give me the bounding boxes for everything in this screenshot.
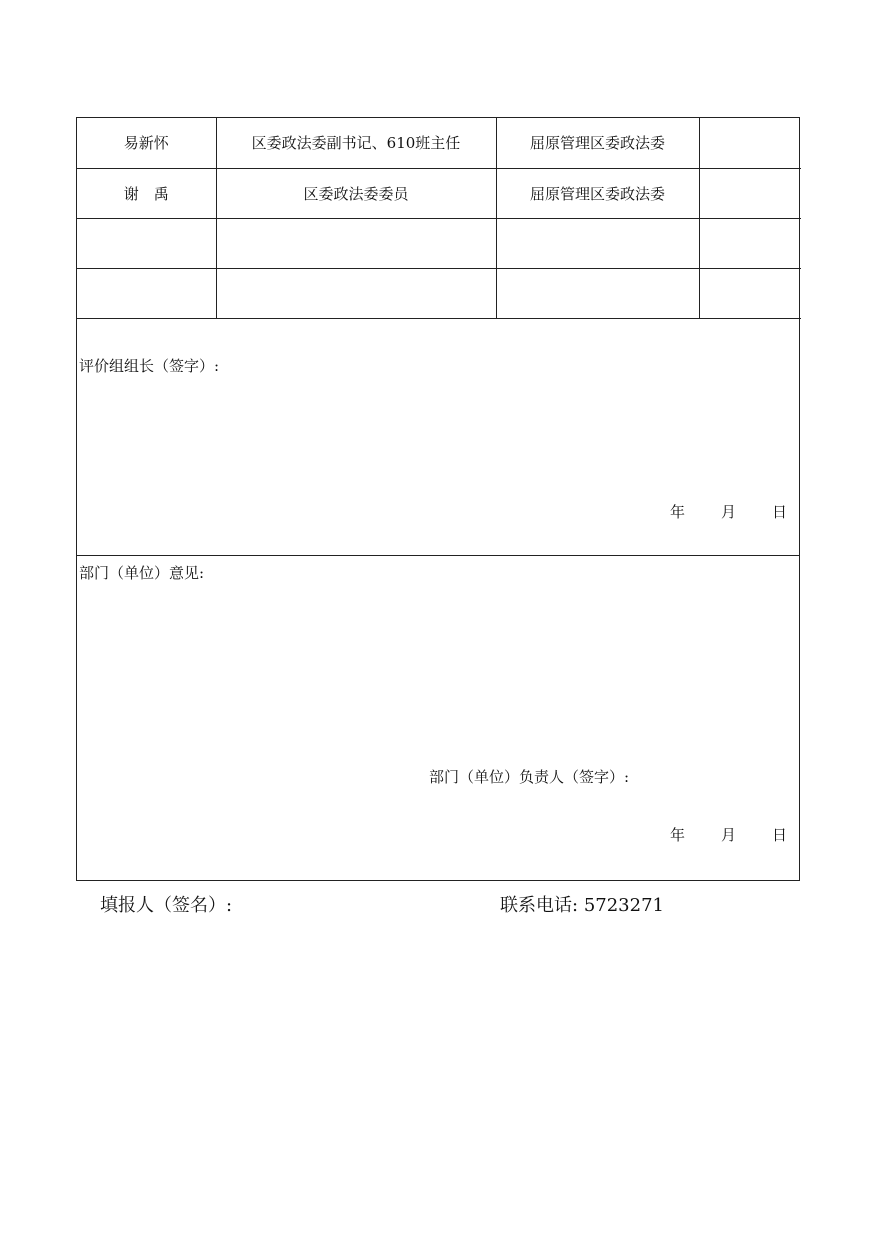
dept-date-line [670, 824, 787, 845]
leader-signature-label: 评价组组长（签字）: [79, 356, 220, 375]
member-extra-cell [699, 268, 801, 318]
contact-phone [500, 891, 664, 917]
member-unit-cell: 屈原管理区委政法委 [496, 118, 699, 168]
table-row [77, 118, 801, 168]
member-unit-cell [496, 218, 699, 268]
month-label: 月 [720, 825, 736, 844]
member-extra-cell [699, 118, 801, 168]
year-label: 年 [669, 502, 685, 521]
phone-value: 5723271 [583, 895, 664, 916]
member-unit-cell [496, 268, 699, 318]
day-label: 日 [771, 502, 787, 521]
filler-signature-label: 填报人（签名）: [100, 895, 233, 916]
dept-opinion-section [77, 556, 799, 880]
day-label: 日 [771, 825, 787, 844]
member-name-cell: 谢 禹 [77, 168, 216, 218]
member-position-cell [216, 218, 496, 268]
member-extra-cell [699, 218, 801, 268]
table-row [77, 218, 801, 268]
member-unit-cell: 屈原管理区委政法委 [496, 168, 699, 218]
year-label: 年 [669, 825, 685, 844]
dept-opinion-label: 部门（单位）意见: [79, 563, 205, 582]
month-label: 月 [720, 502, 736, 521]
member-name-cell: 易新怀 [77, 118, 216, 168]
phone-label: 联系电话: [500, 895, 579, 916]
evaluation-form [76, 117, 800, 881]
member-position-cell: 区委政法委副书记、610班主任 [216, 118, 496, 168]
member-position-cell: 区委政法委委员 [216, 168, 496, 218]
table-row [77, 168, 801, 218]
members-table [77, 118, 801, 319]
member-name-cell [77, 268, 216, 318]
leader-signature-section [77, 319, 799, 556]
member-extra-cell [699, 168, 801, 218]
dept-signer-label: 部门（单位）负责人（签字）: [429, 767, 630, 786]
member-name-cell [77, 218, 216, 268]
table-row [77, 268, 801, 318]
member-position-cell [216, 268, 496, 318]
leader-date-line [670, 501, 787, 522]
